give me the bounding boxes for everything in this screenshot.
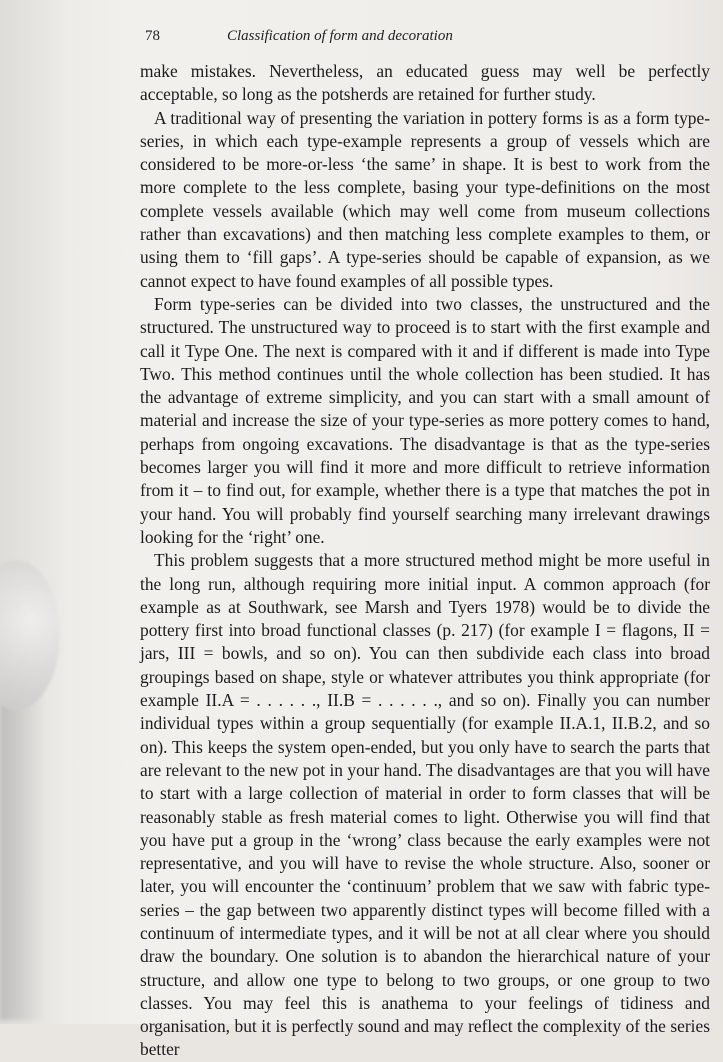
page-number: 78: [145, 27, 160, 44]
page-header: [145, 24, 705, 48]
body-text: [140, 60, 710, 1060]
running-head: Classification of form and decoration: [227, 27, 453, 44]
paragraph-4: This problem suggests that a more structured method might be more useful in the long run, although requiring more initial input. A common approach (for example as at Southwark, see Marsh and Tyers 1978) would be to divide the pottery first into broad functional classes (p. 217) (for example I = flagons, II = jars, III = bowls, and so on). You can then subdivide each class into broad groupings based on shape, style or whatever attributes you think appropriate (for example II.A = . . . . . ., II.B = . . . . . ., and so on). Finally you can number individual types within a group sequentially (for example II.A.1, II.B.2, and so on). This keeps the system open-ended, but you only have to search the parts that are relevant to the new pot in your hand. The disadvantages are that you will have to start with a large collection of material in order to form classes that will be reasonably stable as fresh material comes to light. Otherwise you will find that you have put a group in the ‘wrong’ class because the early examples were not representative, and you will have to revise the whole structure. Also, sooner or later, you will encounter the ‘continuum’ problem that we saw with fabric type-series – the gap between two apparently distinct types will become filled with a continuum of intermediate types, and it will be not at all clear where you should draw the boundary. One solution is to abandon the hierarchical nature of your structure, and allow one type to belong to two groups, or one group to two classes. You may feel this is anathema to your feelings of tidiness and organisation, but it is perfectly sound and may reflect the complexity of the series better: [140, 550, 710, 1060]
paragraph-3: Form type-series can be divided into two classes, the unstructured and the structured. The unstructured way to proceed is to start with the first example and call it Type One. The next is compared with it and if different is made into Type Two. This method continues until the whole collection has been studied. It has the advantage of extreme simplicity, and you can start with a small amount of material and increase the size of your type-series as more pottery comes to hand, perhaps from ongoing excavations. The disadvantage is that as the type-series becomes larger you will find it more and more difficult to retrieve information from it – to find out, for example, whether there is a type that matches the pot in your hand. You will probably find yourself searching many irrelevant drawings looking for the ‘right’ one.: [140, 293, 710, 547]
paragraph-1: make mistakes. Nevertheless, an educated guess may well be perfectly acceptable, so long as the potsherds are retained for further study.: [140, 61, 710, 105]
thumb-image: [0, 560, 60, 710]
paragraph-2: A traditional way of presenting the variation in pottery forms is as a form type-series, in which each type-example represents a group of vessels which are considered to be more-or-less ‘the same’ in shape. It is best to work from the more complete to the less complete, basing your type-definitions on the most complete vessels available (which may well come from museum collections rather than excavations) and then matching less complete examples to them, or using them to ‘fill gaps’. A type-series should be capable of expansion, as we cannot expect to have found examples of all possible types.: [140, 107, 710, 291]
